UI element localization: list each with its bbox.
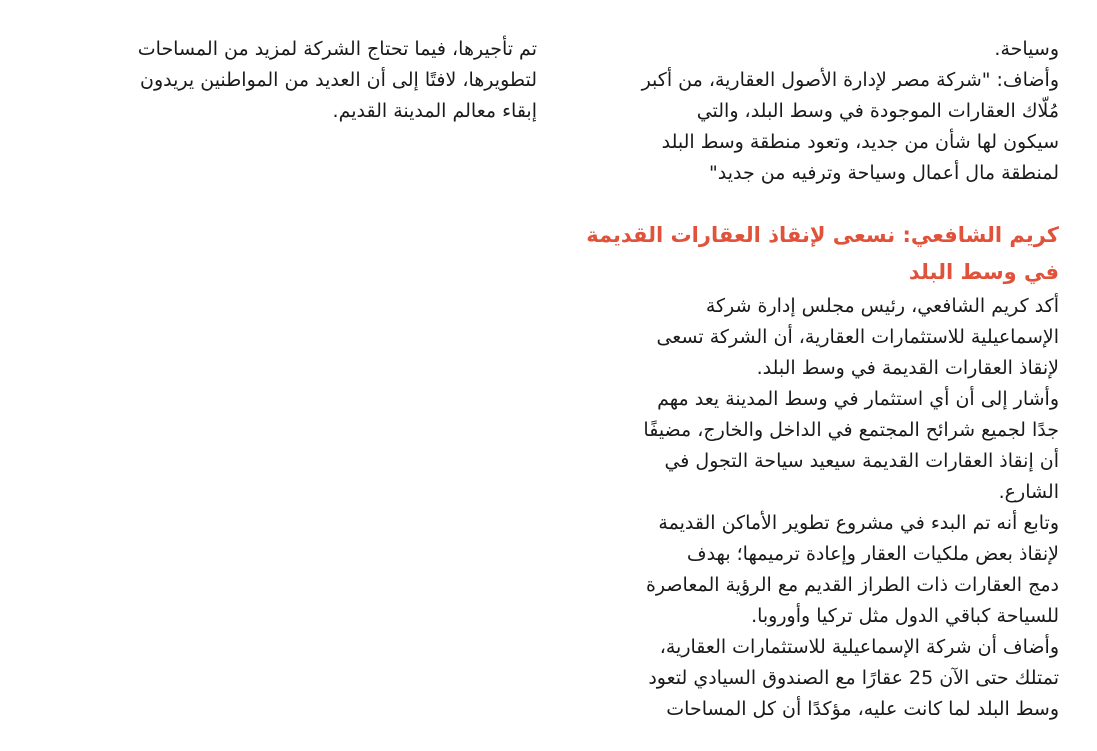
text-line: وسط البلد لما كانت عليه، مؤكدًا أن كل المساحات <box>666 698 1059 720</box>
text-line: وأضاف أن شركة الإسماعيلية للاستثمارات العقارية، <box>659 636 1059 658</box>
text-line: للسياحة كباقي الدول مثل تركيا وأوروبا. <box>751 605 1059 627</box>
text-line: إبقاء معالم المدينة القديم. <box>332 100 537 122</box>
intro-paragraph <box>559 34 1059 189</box>
text-line: أن إنقاذ العقارات القديمة سيعيد سياحة التجول في <box>664 450 1059 472</box>
text-line: تم تأجيرها، فيما تحتاج الشركة لمزيد من المساحات <box>137 38 537 60</box>
heading-line: في وسط البلد <box>908 260 1059 284</box>
text-line: وأشار إلى أن أي استثمار في وسط المدينة يعد مهم <box>657 388 1059 410</box>
article-left-column <box>37 34 537 127</box>
text-line: مُلّاك العقارات الموجودة في وسط البلد، والتي <box>696 100 1059 122</box>
text-line: دمج العقارات ذات الطراز القديم مع الرؤية المعاصرة <box>645 574 1059 596</box>
text-line: الإسماعيلية للاستثمارات العقارية، أن الشركة تسعى <box>656 326 1059 348</box>
text-line: أكد كريم الشافعي، رئيس مجلس إدارة شركة <box>705 295 1059 317</box>
text-line: لمنطقة مال أعمال وسياحة وترفيه من جديد" <box>709 162 1059 184</box>
text-line: الشارع. <box>998 481 1059 503</box>
text-line: لإنقاذ العقارات القديمة في وسط البلد. <box>756 357 1059 379</box>
heading-line: كريم الشافعي: نسعى لإنقاذ العقارات القديمة <box>586 223 1059 247</box>
text-line: وأضاف: "شركة مصر لإدارة الأصول العقارية، من أكبر <box>641 69 1059 91</box>
text-line: لإنقاذ بعض ملكيات العقار وإعادة ترميمها؛ بهدف <box>686 543 1059 565</box>
text-line: سيكون لها شأن من جديد، وتعود منطقة وسط البلد <box>661 131 1059 153</box>
section-heading <box>559 217 1059 291</box>
text-line: جدًا لجميع شرائح المجتمع في الداخل والخارج، مضيفًا <box>643 419 1059 441</box>
article-right-column <box>559 34 1059 725</box>
text-line: وتابع أنه تم البدء في مشروع تطوير الأماكن القديمة <box>658 512 1059 534</box>
text-line: لتطويرها، لافتًا إلى أن العديد من المواطنين يريدون <box>140 69 537 91</box>
text-line: تمتلك حتى الآن 25 عقارًا مع الصندوق السيادي لتعود <box>648 667 1059 689</box>
text-line: وسياحة. <box>994 38 1059 60</box>
body-paragraphs <box>559 291 1059 725</box>
